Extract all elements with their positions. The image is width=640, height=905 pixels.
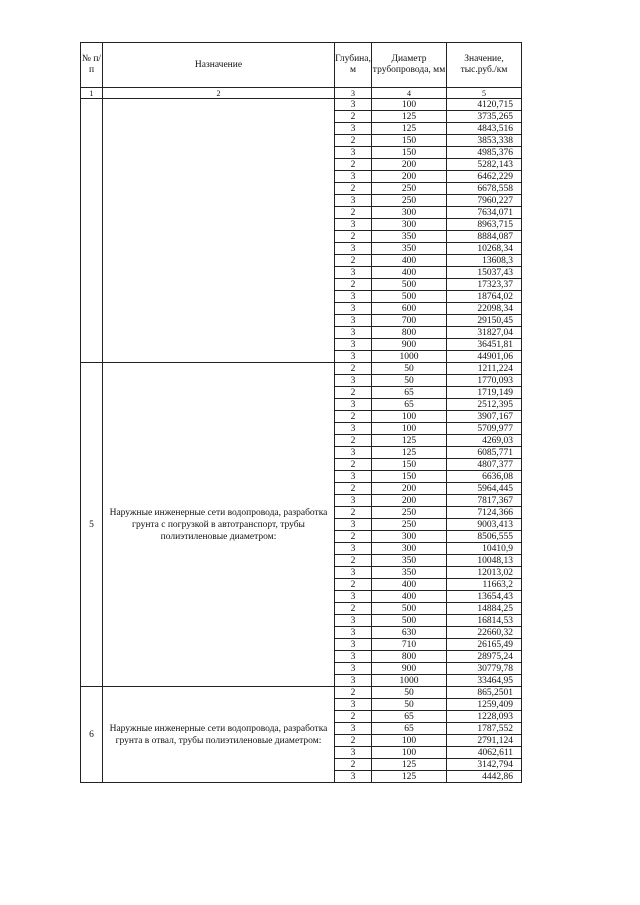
purpose-cell: [103, 99, 335, 363]
diameter-cell: 125: [372, 759, 447, 771]
depth-cell: 3: [335, 723, 372, 735]
diameter-cell: 300: [372, 543, 447, 555]
value-cell: 29150,45: [447, 315, 522, 327]
depth-cell: 3: [335, 147, 372, 159]
depth-cell: 2: [335, 387, 372, 399]
value-cell: 6678,558: [447, 183, 522, 195]
depth-cell: 3: [335, 303, 372, 315]
diameter-cell: 900: [372, 663, 447, 675]
value-cell: 22098,34: [447, 303, 522, 315]
value-cell: 10268,34: [447, 243, 522, 255]
depth-cell: 3: [335, 519, 372, 531]
value-cell: 865,2501: [447, 687, 522, 699]
depth-cell: 3: [335, 291, 372, 303]
depth-cell: 3: [335, 663, 372, 675]
value-cell: 1259,409: [447, 699, 522, 711]
diameter-cell: 300: [372, 531, 447, 543]
value-cell: 16814,53: [447, 615, 522, 627]
row-number: [81, 99, 103, 363]
value-cell: 10048,13: [447, 555, 522, 567]
depth-cell: 3: [335, 471, 372, 483]
diameter-cell: 65: [372, 387, 447, 399]
column-number: 2: [103, 88, 335, 99]
value-cell: 11663,2: [447, 579, 522, 591]
depth-cell: 3: [335, 675, 372, 687]
depth-cell: 3: [335, 591, 372, 603]
value-cell: 13608,3: [447, 255, 522, 267]
depth-cell: 3: [335, 123, 372, 135]
value-cell: 3853,338: [447, 135, 522, 147]
diameter-cell: 400: [372, 591, 447, 603]
depth-cell: 2: [335, 531, 372, 543]
depth-cell: 2: [335, 207, 372, 219]
diameter-cell: 200: [372, 483, 447, 495]
table-row: [81, 363, 522, 375]
depth-cell: 2: [335, 735, 372, 747]
diameter-cell: 250: [372, 519, 447, 531]
column-number: 4: [372, 88, 447, 99]
depth-cell: 3: [335, 615, 372, 627]
value-cell: 12013,02: [447, 567, 522, 579]
value-cell: 7634,071: [447, 207, 522, 219]
value-cell: 10410,9: [447, 543, 522, 555]
value-cell: 17323,37: [447, 279, 522, 291]
diameter-cell: 250: [372, 507, 447, 519]
depth-cell: 2: [335, 135, 372, 147]
value-cell: 4269,03: [447, 435, 522, 447]
diameter-cell: 150: [372, 459, 447, 471]
depth-cell: 3: [335, 699, 372, 711]
value-cell: 7960,227: [447, 195, 522, 207]
depth-cell: 3: [335, 243, 372, 255]
value-cell: 6636,08: [447, 471, 522, 483]
depth-cell: 3: [335, 567, 372, 579]
value-cell: 3735,265: [447, 111, 522, 123]
depth-cell: 3: [335, 171, 372, 183]
header-depth: Глубина, м: [335, 43, 372, 88]
depth-cell: 2: [335, 759, 372, 771]
value-cell: 33464,95: [447, 675, 522, 687]
diameter-cell: 630: [372, 627, 447, 639]
value-cell: 8506,555: [447, 531, 522, 543]
diameter-cell: 900: [372, 339, 447, 351]
column-number: 5: [447, 88, 522, 99]
depth-cell: 3: [335, 339, 372, 351]
value-cell: 36451,81: [447, 339, 522, 351]
value-cell: 8884,087: [447, 231, 522, 243]
depth-cell: 2: [335, 507, 372, 519]
diameter-cell: 250: [372, 195, 447, 207]
value-cell: 18764,02: [447, 291, 522, 303]
value-cell: 2512,395: [447, 399, 522, 411]
diameter-cell: 300: [372, 207, 447, 219]
value-cell: 5964,445: [447, 483, 522, 495]
diameter-cell: 500: [372, 603, 447, 615]
diameter-cell: 600: [372, 303, 447, 315]
depth-cell: 3: [335, 375, 372, 387]
diameter-cell: 800: [372, 327, 447, 339]
value-cell: 3907,167: [447, 411, 522, 423]
price-table: [80, 42, 522, 783]
diameter-cell: 500: [372, 279, 447, 291]
diameter-cell: 150: [372, 135, 447, 147]
value-cell: 15037,43: [447, 267, 522, 279]
depth-cell: 2: [335, 435, 372, 447]
diameter-cell: 300: [372, 219, 447, 231]
value-cell: 4120,715: [447, 99, 522, 111]
depth-cell: 3: [335, 423, 372, 435]
diameter-cell: 50: [372, 687, 447, 699]
row-number: 5: [81, 363, 103, 687]
value-cell: 6085,771: [447, 447, 522, 459]
diameter-cell: 150: [372, 471, 447, 483]
value-cell: 22660,32: [447, 627, 522, 639]
value-cell: 1719,149: [447, 387, 522, 399]
depth-cell: 2: [335, 183, 372, 195]
diameter-cell: 125: [372, 123, 447, 135]
purpose-cell: Наружные инженерные сети водопровода, разработка грунта с погрузкой в автотранспорт, трубы полиэтиленовые диаметром:: [103, 363, 335, 687]
purpose-cell: Наружные инженерные сети водопровода, разработка грунта в отвал, трубы полиэтиленовые диаметром:: [103, 687, 335, 783]
diameter-cell: 200: [372, 171, 447, 183]
depth-cell: 3: [335, 639, 372, 651]
header-value: Значение, тыс.руб./км: [447, 43, 522, 88]
column-number-row: [81, 88, 522, 99]
diameter-cell: 100: [372, 99, 447, 111]
depth-cell: 2: [335, 459, 372, 471]
value-cell: 30779,78: [447, 663, 522, 675]
depth-cell: 3: [335, 651, 372, 663]
value-cell: 1770,093: [447, 375, 522, 387]
diameter-cell: 1000: [372, 675, 447, 687]
diameter-cell: 800: [372, 651, 447, 663]
value-cell: 31827,04: [447, 327, 522, 339]
diameter-cell: 125: [372, 111, 447, 123]
depth-cell: 2: [335, 687, 372, 699]
diameter-cell: 65: [372, 399, 447, 411]
depth-cell: 2: [335, 603, 372, 615]
value-cell: 7124,366: [447, 507, 522, 519]
value-cell: 9003,413: [447, 519, 522, 531]
depth-cell: 2: [335, 411, 372, 423]
depth-cell: 2: [335, 579, 372, 591]
diameter-cell: 100: [372, 747, 447, 759]
value-cell: 1787,552: [447, 723, 522, 735]
depth-cell: 2: [335, 255, 372, 267]
column-number: 1: [81, 88, 103, 99]
value-cell: 6462,229: [447, 171, 522, 183]
diameter-cell: 125: [372, 435, 447, 447]
diameter-cell: 50: [372, 375, 447, 387]
depth-cell: 3: [335, 771, 372, 783]
diameter-cell: 400: [372, 255, 447, 267]
depth-cell: 3: [335, 327, 372, 339]
value-cell: 8963,715: [447, 219, 522, 231]
table-row: [81, 99, 522, 111]
depth-cell: 2: [335, 279, 372, 291]
value-cell: 7817,367: [447, 495, 522, 507]
value-cell: 4985,376: [447, 147, 522, 159]
depth-cell: 3: [335, 495, 372, 507]
depth-cell: 3: [335, 315, 372, 327]
depth-cell: 3: [335, 399, 372, 411]
diameter-cell: 100: [372, 735, 447, 747]
diameter-cell: 1000: [372, 351, 447, 363]
header-num: № п/п: [81, 43, 103, 88]
depth-cell: 3: [335, 543, 372, 555]
depth-cell: 3: [335, 99, 372, 111]
depth-cell: 2: [335, 711, 372, 723]
diameter-cell: 350: [372, 243, 447, 255]
header-purpose: Назначение: [103, 43, 335, 88]
diameter-cell: 500: [372, 291, 447, 303]
value-cell: 4062,611: [447, 747, 522, 759]
column-number: 3: [335, 88, 372, 99]
header-row: [81, 43, 522, 88]
value-cell: 4807,377: [447, 459, 522, 471]
depth-cell: 3: [335, 267, 372, 279]
value-cell: 1211,224: [447, 363, 522, 375]
depth-cell: 3: [335, 447, 372, 459]
diameter-cell: 500: [372, 615, 447, 627]
table-body: [81, 99, 522, 783]
diameter-cell: 50: [372, 699, 447, 711]
value-cell: 14884,25: [447, 603, 522, 615]
value-cell: 5709,977: [447, 423, 522, 435]
depth-cell: 2: [335, 159, 372, 171]
diameter-cell: 350: [372, 555, 447, 567]
diameter-cell: 65: [372, 723, 447, 735]
table-row: [81, 687, 522, 699]
diameter-cell: 350: [372, 231, 447, 243]
value-cell: 13654,43: [447, 591, 522, 603]
diameter-cell: 65: [372, 711, 447, 723]
diameter-cell: 350: [372, 567, 447, 579]
depth-cell: 2: [335, 555, 372, 567]
diameter-cell: 710: [372, 639, 447, 651]
depth-cell: 3: [335, 219, 372, 231]
value-cell: 28975,24: [447, 651, 522, 663]
header-diameter: Диаметр трубопровода, мм: [372, 43, 447, 88]
diameter-cell: 100: [372, 423, 447, 435]
value-cell: 4843,516: [447, 123, 522, 135]
row-number: 6: [81, 687, 103, 783]
diameter-cell: 700: [372, 315, 447, 327]
depth-cell: 2: [335, 231, 372, 243]
value-cell: 44901,06: [447, 351, 522, 363]
diameter-cell: 125: [372, 447, 447, 459]
diameter-cell: 100: [372, 411, 447, 423]
depth-cell: 2: [335, 363, 372, 375]
value-cell: 2791,124: [447, 735, 522, 747]
depth-cell: 3: [335, 195, 372, 207]
diameter-cell: 400: [372, 267, 447, 279]
depth-cell: 3: [335, 351, 372, 363]
value-cell: 5282,143: [447, 159, 522, 171]
diameter-cell: 200: [372, 495, 447, 507]
diameter-cell: 50: [372, 363, 447, 375]
depth-cell: 3: [335, 627, 372, 639]
value-cell: 4442,86: [447, 771, 522, 783]
depth-cell: 3: [335, 747, 372, 759]
diameter-cell: 150: [372, 147, 447, 159]
diameter-cell: 125: [372, 771, 447, 783]
diameter-cell: 250: [372, 183, 447, 195]
diameter-cell: 200: [372, 159, 447, 171]
depth-cell: 2: [335, 111, 372, 123]
value-cell: 26165,49: [447, 639, 522, 651]
value-cell: 3142,794: [447, 759, 522, 771]
depth-cell: 2: [335, 483, 372, 495]
value-cell: 1228,093: [447, 711, 522, 723]
diameter-cell: 400: [372, 579, 447, 591]
